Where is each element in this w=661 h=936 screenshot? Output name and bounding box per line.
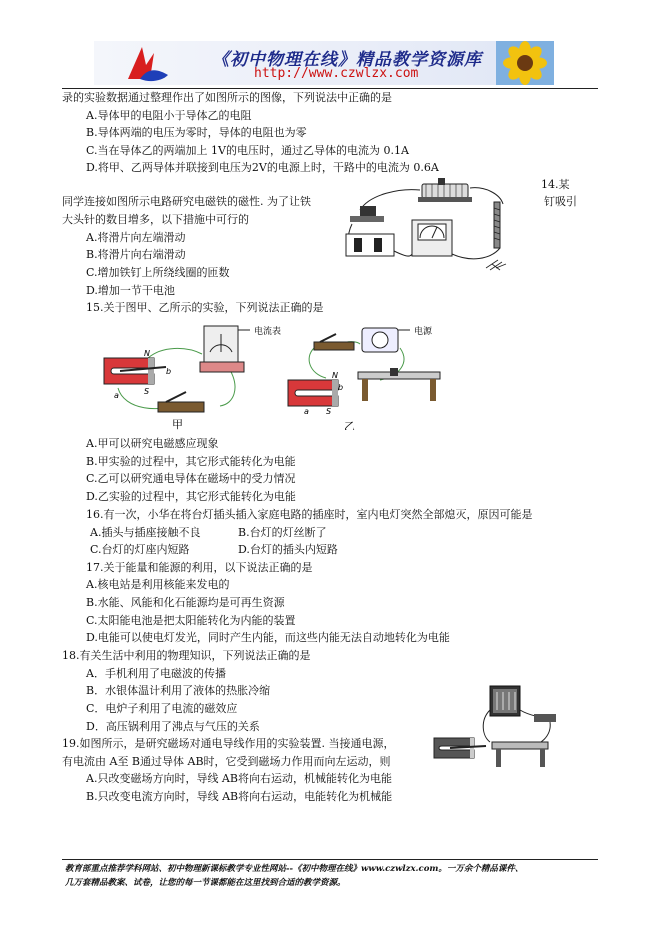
header-title: 《初中物理在线》精品教学资源库 bbox=[212, 50, 482, 70]
q15-option: B.甲实验的过程中，其它形式能转化为电能 bbox=[86, 455, 296, 468]
q14-number: 14.某 bbox=[541, 178, 570, 191]
q15-option: A.甲可以研究电磁感应现象 bbox=[86, 437, 219, 450]
q17-option: C.太阳能电池是把太阳能转化为内能的装置 bbox=[86, 614, 296, 627]
q15-label-ammeter: 电流表 bbox=[254, 327, 282, 337]
q19-stem-line2: 有电流由 A至 B通过导体 AB时，它受到磁场力作用而向左运动，则 bbox=[62, 755, 391, 768]
q15-label-jia: 甲 bbox=[172, 418, 183, 430]
q14-option: D.增加一节干电池 bbox=[86, 284, 175, 297]
q14-stem-line1: 同学连接如图所示电路研究电磁铁的磁性. 为了让铁 bbox=[62, 195, 311, 208]
q13-option: C.当在导体乙的两端加上 1V的电压时，通过乙导体的电流为 0.1A bbox=[86, 144, 409, 157]
q19-option: B.只改变电流方向时，导线 AB将向右运动，电能转化为机械能 bbox=[86, 790, 393, 803]
footer-line2: 几万套精品教案、试卷，让您的每一节课都能在这里找到合适的教学资源。 bbox=[65, 878, 346, 888]
header-rule bbox=[62, 88, 598, 89]
q19-option: A.只改变磁场方向时，导线 AB将向右运动，机械能转化为电能 bbox=[86, 772, 392, 785]
q15-label-N: N bbox=[332, 371, 338, 380]
q16-option: D.台灯的插头内短路 bbox=[238, 543, 338, 556]
q13-stem: 录的实验数据通过整理作出了如图所示的图像，下列说法中正确的是 bbox=[62, 91, 392, 104]
q15-label-b: b bbox=[166, 367, 172, 376]
q19-stem-line1: 19.如图所示，是研究磁场对通电导线作用的实验装置. 当接通电源， bbox=[62, 737, 395, 750]
q18-stem: 18.有关生活中利用的物理知识，下列说法正确的是 bbox=[62, 649, 311, 662]
q18-option: C．电炉子利用了电流的磁效应 bbox=[86, 702, 238, 715]
q17-option: B.水能、风能和化石能源均是可再生资源 bbox=[86, 596, 285, 609]
q16-option: A.插头与插座接触不良 bbox=[90, 526, 201, 539]
q17-stem: 17.关于能量和能源的利用，以下说法正确的是 bbox=[86, 561, 313, 574]
q15-label-yi: 乙 bbox=[344, 420, 355, 430]
q15-option: C.乙可以研究通电导体在磁场中的受力情况 bbox=[86, 472, 296, 485]
q15-label-power: 电源 bbox=[414, 327, 433, 337]
q15-stem: 15.关于图甲、乙所示的实验，下列说法正确的是 bbox=[86, 301, 324, 314]
q17-option: D.电能可以使电灯发光，同时产生内能，而这些内能无法自动地转化为电能 bbox=[86, 631, 450, 644]
footer-line1: 教育部重点推荐学科网站、初中物理新课标教学专业性网站--《初中物理在线》www.czwlzx.com。一万余个精品课件、 bbox=[65, 864, 524, 874]
q16-stem: 16.有一次，小华在将台灯插头插入家庭电路的插座时，室内电灯突然全部熄灭，原因可能是 bbox=[86, 508, 533, 521]
sunflower-icon bbox=[496, 41, 554, 85]
q18-option: D．高压锅利用了沸点与气压的关系 bbox=[86, 720, 260, 733]
footer-rule bbox=[62, 859, 598, 860]
q14-option: B.将滑片向右端滑动 bbox=[86, 248, 186, 261]
q18-option: A．手机利用了电磁波的传播 bbox=[86, 667, 226, 680]
q14-option: C.增加铁钉上所绕线圈的匝数 bbox=[86, 266, 230, 279]
q14-stem-line1-right: 钉吸引 bbox=[544, 195, 577, 208]
q18-option: B．水银体温计利用了液体的热胀冷缩 bbox=[86, 684, 271, 697]
q15-label-b: b bbox=[338, 383, 344, 392]
q15-label-a: a bbox=[114, 391, 119, 400]
q16-option: B.台灯的灯丝断了 bbox=[238, 526, 327, 539]
q14-circuit-figure bbox=[340, 176, 535, 276]
header-url[interactable]: http://www.czwlzx.com bbox=[254, 66, 419, 81]
header-banner bbox=[94, 41, 554, 85]
q15-experiment-figure bbox=[100, 318, 460, 430]
q15-label-a: a bbox=[304, 407, 309, 416]
site-logo-icon bbox=[122, 43, 172, 83]
q15-label-N: N bbox=[144, 349, 150, 358]
q14-option: A.将滑片向左端滑动 bbox=[86, 231, 186, 244]
q17-option: A.核电站是利用核能来发电的 bbox=[86, 578, 230, 591]
q15-label-S: S bbox=[144, 387, 150, 396]
q13-option: D.将甲、乙两导体并联接到电压为2V的电源上时，干路中的电流为 0.6A bbox=[86, 161, 439, 174]
q13-option: A.导体甲的电阻小于导体乙的电阻 bbox=[86, 109, 252, 122]
q13-option: B.导体两端的电压为零时，导体的电阻也为零 bbox=[86, 126, 307, 139]
q19-apparatus-figure bbox=[430, 680, 565, 775]
q15-label-S: S bbox=[326, 407, 332, 416]
q16-option: C.台灯的灯座内短路 bbox=[90, 543, 190, 556]
q14-stem-line2: 大头针的数目增多，以下措施中可行的 bbox=[62, 213, 249, 226]
q15-option: D.乙实验的过程中，其它形式能转化为电能 bbox=[86, 490, 296, 503]
